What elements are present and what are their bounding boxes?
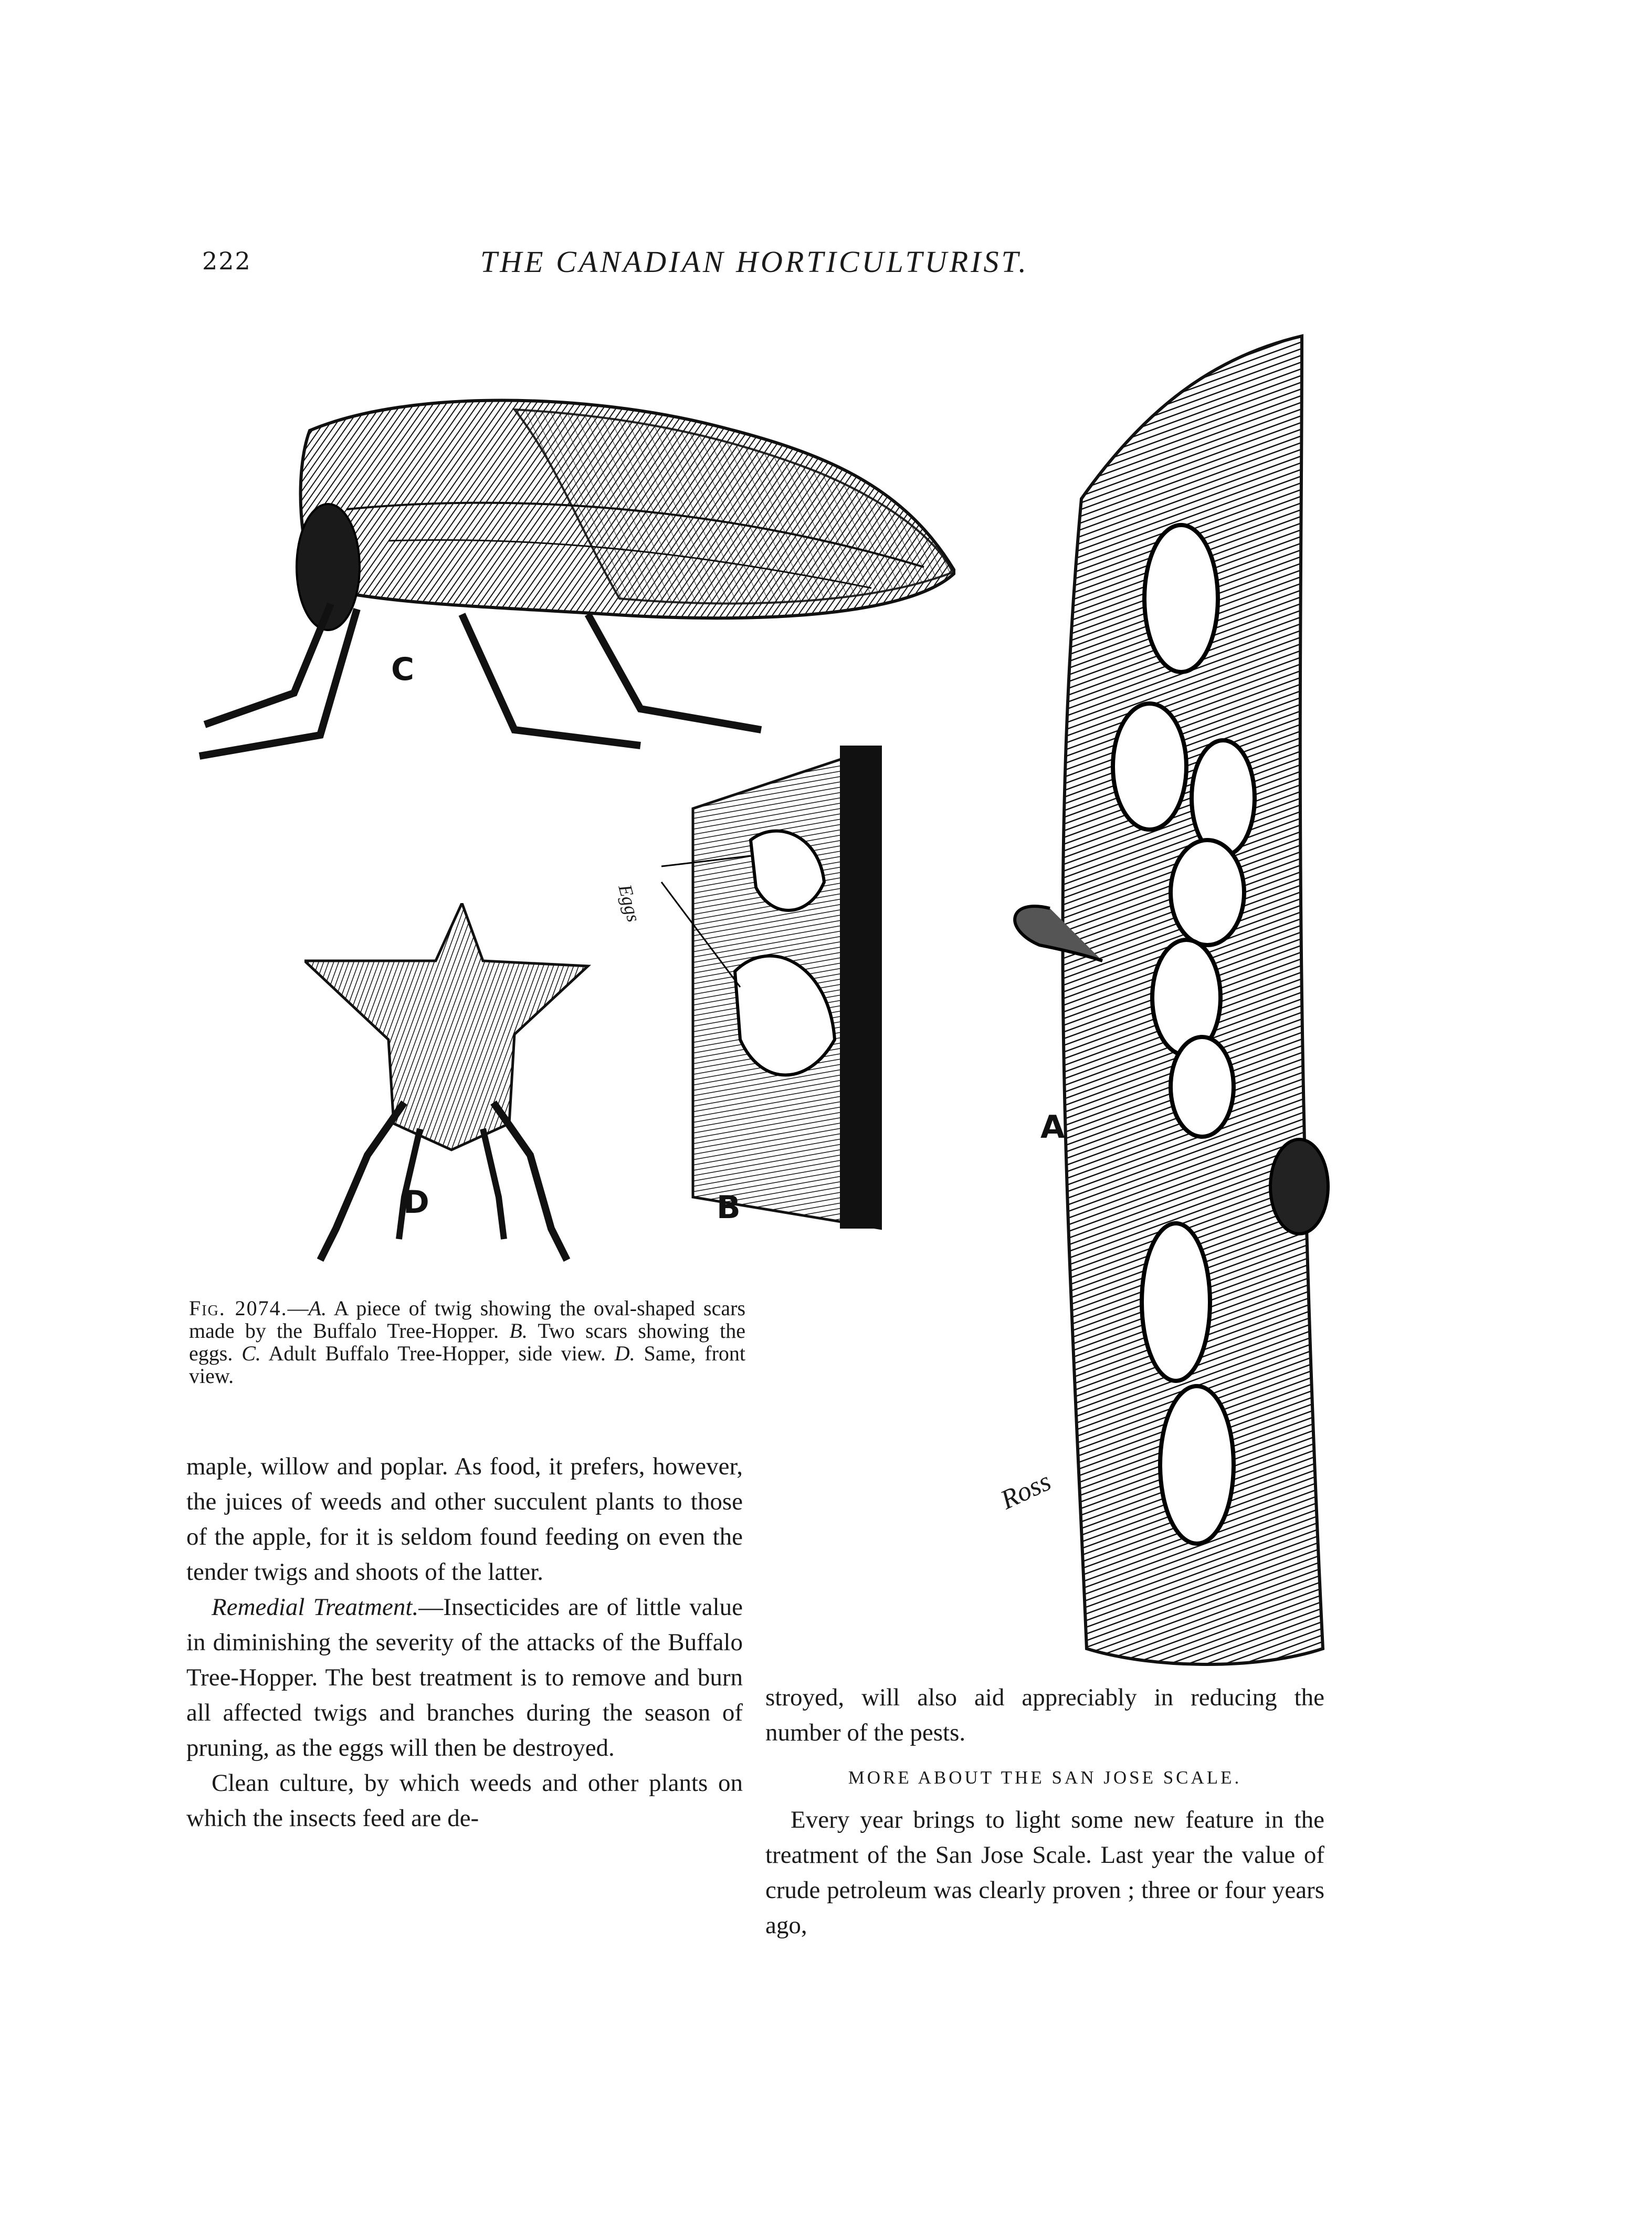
figure-c-adult-side-view	[189, 368, 955, 788]
figure-letter-d: D	[403, 1184, 429, 1221]
figure-letter-a: A	[1040, 1109, 1065, 1146]
left-column	[186, 1449, 743, 1836]
eggs-label: Eggs	[614, 882, 645, 925]
paragraph-food-preference: maple, willow and poplar. As food, it prefers, however, the juices of weeds and other succulent plants to those of the apple, for it is seldom found feeding on even the tender twigs and shoots of the latter.	[186, 1453, 743, 1586]
remedial-treatment-heading: Remedial Treatment.	[212, 1593, 419, 1621]
figure-letter-c: C	[391, 651, 415, 688]
section-heading-san-jose-scale: MORE ABOUT THE SAN JOSE SCALE.	[848, 1767, 1242, 1788]
paragraph-continuation: stroyed, will also aid appreciably in reducing the number of the pests.	[765, 1684, 1324, 1746]
figure-caption: Fig. 2074.—A. A piece of twig showing the oval-shaped scars made by the Buffalo Tree-Hopper. B. Two scars showing the eggs. C. Adult Buffalo Tree-Hopper, side view. D. Same, front view.	[189, 1296, 746, 1388]
artist-signature: Ross	[996, 1466, 1056, 1516]
figure-letter-b: B	[717, 1189, 741, 1226]
running-title: THE CANADIAN HORTICULTURIST.	[480, 245, 1029, 279]
figure-d-front-view	[304, 903, 661, 1271]
paragraph-san-jose-scale: Every year brings to light some new feature in the treatment of the San Jose Scale. Last year the value of crude petroleum was clearly proven ; three or four years ago,	[765, 1806, 1324, 1939]
figure-a-twig	[976, 326, 1344, 1670]
paragraph-remedial-treatment: Remedial Treatment.—Insecticides are of little value in diminishing the severity of the attacks of the Buffalo Tree-Hopper. The best treatment is to remove and burn all affected twigs and branches during the season of pruning, as the eggs will then be destroyed.	[186, 1593, 743, 1762]
figure-b-scars-with-eggs	[651, 746, 882, 1239]
paragraph-clean-culture: Clean culture, by which weeds and other plants on which the insects feed are de-	[186, 1769, 743, 1832]
caption-label: Fig. 2074.	[189, 1296, 288, 1320]
page-number: 222	[202, 247, 251, 275]
right-column	[765, 1680, 1324, 1943]
